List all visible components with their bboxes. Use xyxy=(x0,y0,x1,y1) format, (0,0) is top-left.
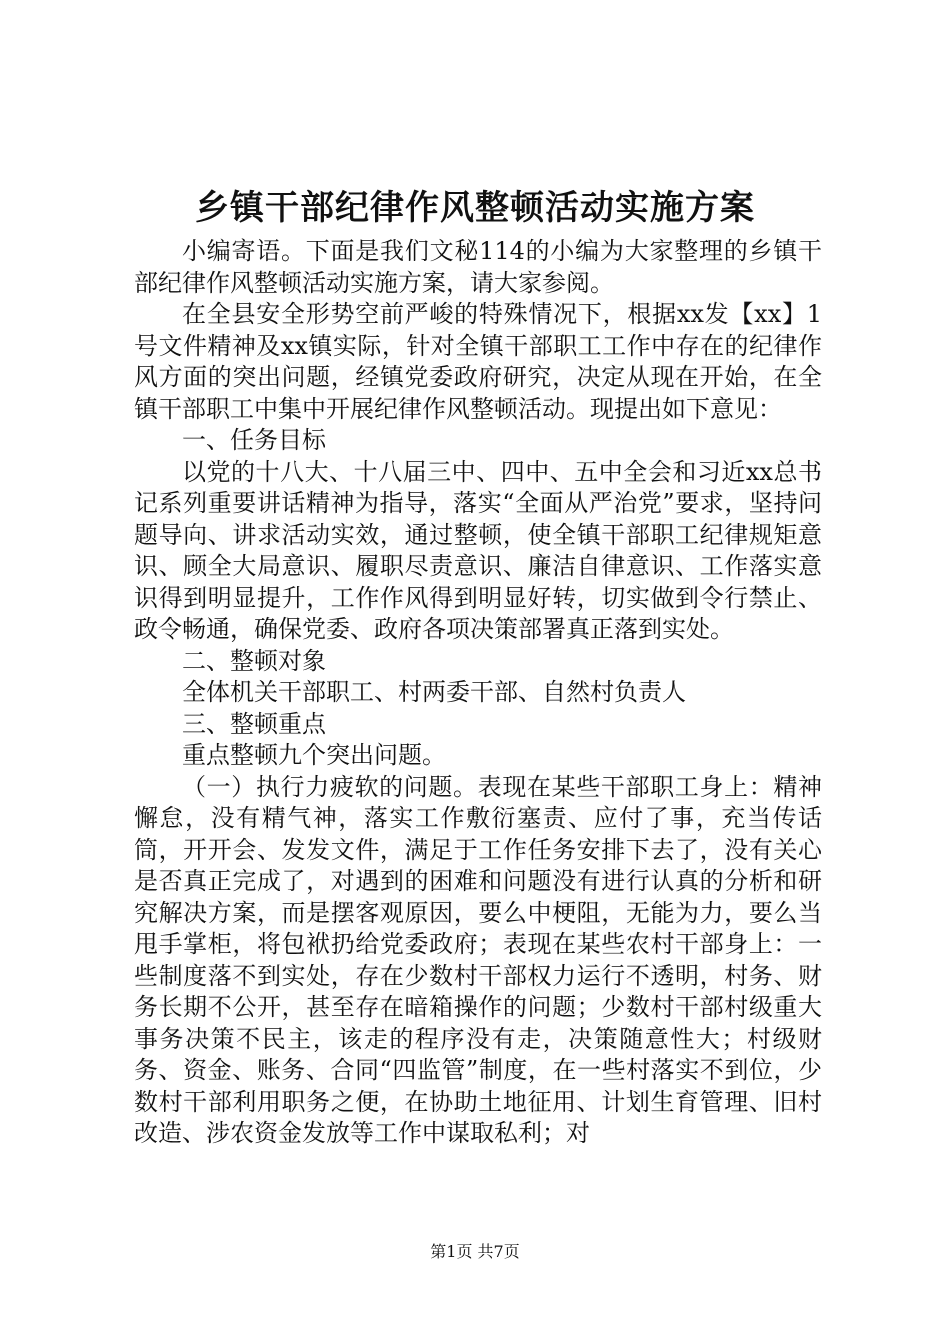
section-heading-goals: 一、任务目标 xyxy=(182,426,326,454)
page-footer xyxy=(0,1240,950,1264)
targets-paragraph: 全体机关干部职工、村两委干部、自然村负责人 xyxy=(182,678,686,706)
document-title: 乡镇干部纪律作风整顿活动实施方案 xyxy=(195,188,755,228)
goals-paragraph: 以党的十八大、十八届三中、四中、五中全会和习近xx总书记系列重要讲话精神为指导，落实“全面从严治党”要求，坚持问题导向、讲求活动实效，通过整顿，使全镇干部职工纪律规矩意识、顾全大局意识、履职尽责意识、廉洁自律意识、工作落实意识得到明显提升，工作作风得到明显好转，切实做到令行禁止、政令畅通，确保党委、政府各项决策部署真正落到实处。 xyxy=(134,457,822,643)
focus-item-one-paragraph: （一）执行力疲软的问题。表现在某些干部职工身上：精神懈怠，没有精气神，落实工作敷衍塞责、应付了事，充当传话筒，开开会、发发文件，满足于工作任务安排下去了，没有关心是否真正完成了，对遇到的困难和问题没有进行认真的分析和研究解决方案，而是摆客观原因，要么中梗阻，无能为力，要么当甩手掌柜，将包袱扔给党委政府；表现在某些农村干部身上：一些制度落不到实处，存在少数村干部权力运行不透明，村务、财务长期不公开，甚至存在暗箱操作的问题；少数村干部村级重大事务决策不民主，该走的程序没有走，决策随意性大；村级财务、资金、账务、合同“四监管”制度，在一些村落实不到位，少数村干部利用职务之便，在协助土地征用、计划生育管理、旧村改造、涉农资金发放等工作中谋取私利；对 xyxy=(134,772,822,1147)
background-paragraph: 在全县安全形势空前严峻的特殊情况下，根据xx发【xx】1号文件精神及xx镇实际，针对全镇干部职工工作中存在的纪律作风方面的突出问题，经镇党委政府研究，决定从现在开始，在全镇干部职工中集中开展纪律作风整顿活动。现提出如下意见： xyxy=(134,300,822,423)
section-heading-focus: 三、整顿重点 xyxy=(182,709,326,738)
section-heading-targets: 二、整顿对象 xyxy=(182,646,326,675)
page-number: 第1页 共7页 xyxy=(430,1242,520,1261)
focus-intro-paragraph: 重点整顿九个突出问题。 xyxy=(182,741,446,769)
document-body xyxy=(134,236,822,1150)
intro-paragraph: 小编寄语。下面是我们文秘114的小编为大家整理的乡镇干部纪律作风整顿活动实施方案，请大家参阅。 xyxy=(134,237,822,297)
